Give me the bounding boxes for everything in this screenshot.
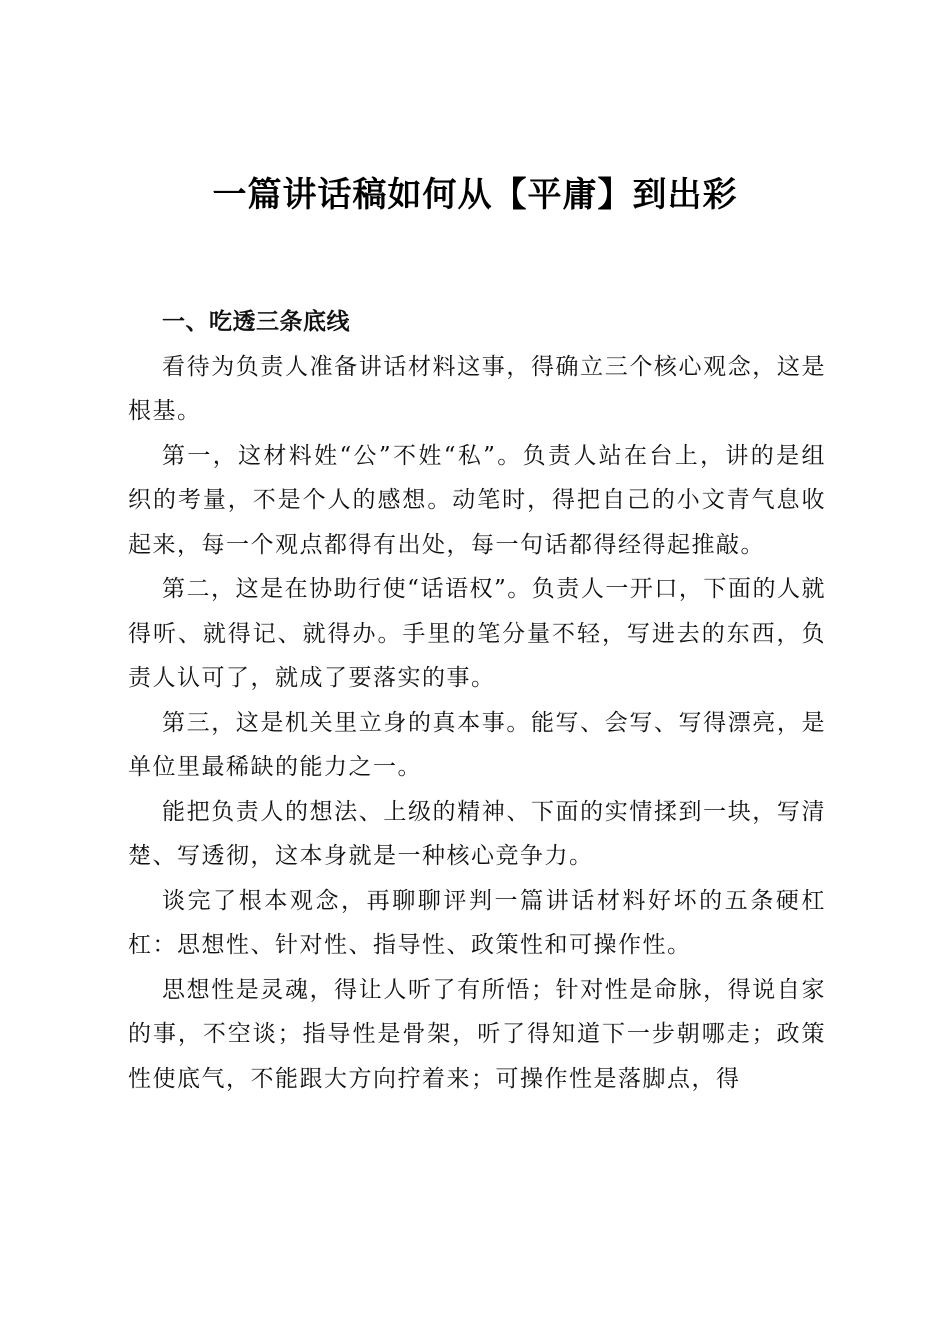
paragraph: 第二，这是在协助行使“话语权”。负责人一开口，下面的人就得听、就得记、就得办。手里的笔分量不轻，写进去的东西，负责人认可了，就成了要落实的事。 [128, 576, 826, 691]
paragraph: 第三，这是机关里立身的真本事。能写、会写、写得漂亮，是单位里最稀缺的能力之一。 [128, 709, 826, 780]
paragraph: 谈完了根本观念，再聊聊评判一篇讲话材料好坏的五条硬杠杠：思想性、针对性、指导性、政策性和可操作性。 [128, 887, 826, 958]
section-heading: 一、吃透三条底线 [162, 309, 350, 335]
paragraph: 看待为负责人准备讲话材料这事，得确立三个核心观念，这是根基。 [128, 353, 826, 424]
paragraph: 思想性是灵魂，得让人听了有所悟；针对性是命脉，得说自家的事，不空谈；指导性是骨架，听了得知道下一步朝哪走；政策性使底气，不能跟大方向拧着来；可操作性是落脚点，得 [128, 976, 826, 1092]
document-body [128, 300, 826, 1101]
paragraph: 能把负责人的想法、上级的精神、下面的实情揉到一块，写清楚、写透彻，这本身就是一种核心竞争力。 [128, 798, 826, 869]
paragraph: 第一，这材料姓“公”不姓“私”。负责人站在台上，讲的是组织的考量，不是个人的感想。动笔时，得把自己的小文青气息收起来，每一个观点都得有出处，每一句话都得经得起推敲。 [128, 442, 826, 558]
document-title: 一篇讲话稿如何从【平庸】到出彩 [212, 175, 738, 215]
